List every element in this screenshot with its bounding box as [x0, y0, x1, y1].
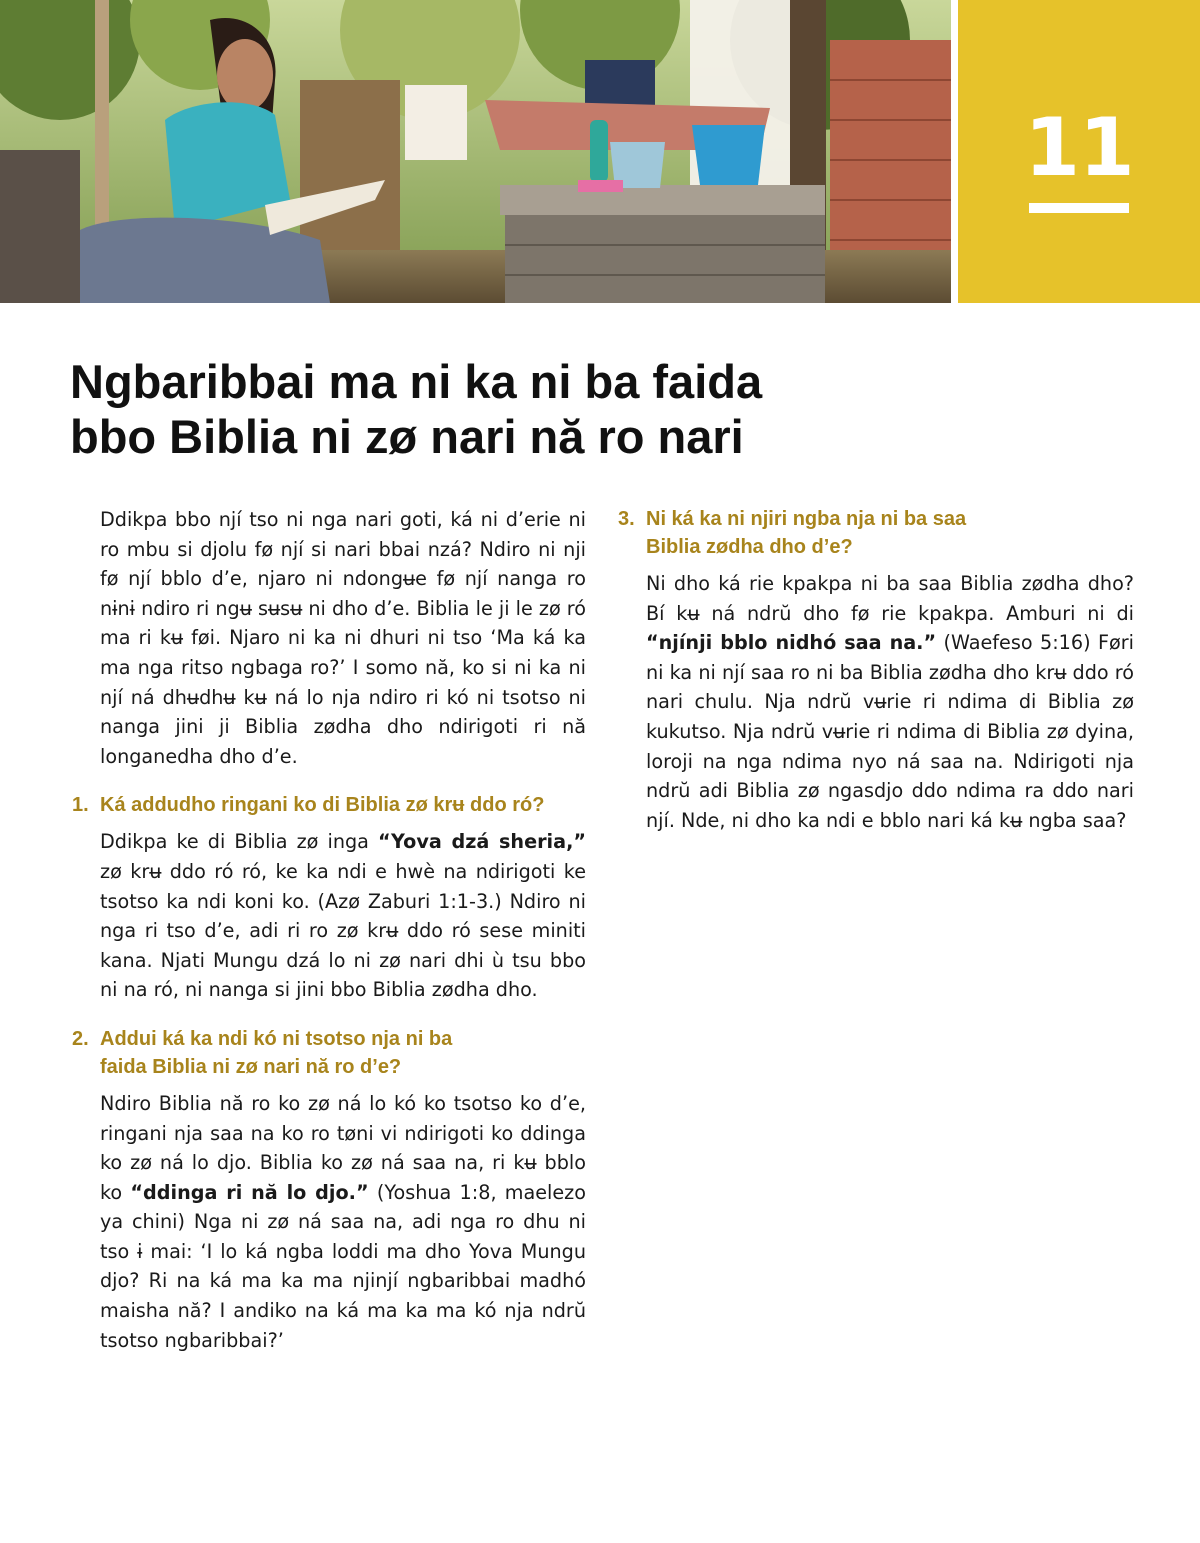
- answer-3-text-b: (Waefeso 5:16) Føri ni ka ni njí saa ro ni ba Biblia zødha dho krʉ ddo ró nari chulu. Nja ndrŭ vʉrie ri ndima di Biblia zø kukutso. Nja ndrŭ vʉrie ri ndima di Biblia zø dyina, loroji na nga ndima nyo ná saa na. Ndirigoti nja ndrŭ adi Biblia zø ngasdjo ddo ndima ra ddo nari njí. Nde, ni dho ka ndi e bblo nari ká kʉ ngba saa?: [646, 631, 1134, 832]
- answer-3-quote: “njínji bblo nidhó saa na.”: [646, 631, 937, 655]
- left-column: [72, 505, 586, 1355]
- question-3-number: 3.: [618, 508, 635, 530]
- question-1: [72, 791, 586, 819]
- question-3-line-2: Biblia zødha dho d’e?: [646, 536, 853, 558]
- question-2-line-2: faida Biblia ni zø nari nă ro d’e?: [100, 1055, 402, 1078]
- answer-1-text-b: zø krʉ ddo ró ró, ke ka ndi e hwè na ndirigoti ke tsotso ka ndi koni ko. (Azø Zaburi 1:1-3.) Ndiro ni nga ri tso d’e, adi ri ro zø krʉ ddo ró sese miniti kana. Njati Mungu dzá lo ni zø nari dhi ù tsu bbo ni na ró, ni nanga si jini bbo Biblia zødha dho.: [100, 859, 586, 1002]
- page-title-line-2: bbo Biblia ni zø nari nă ro nari: [70, 410, 744, 463]
- answer-2-text-b: (Yoshua 1:8, maelezo ya chini) Nga ni zø ná saa na, adi nga ro dhu ni tso ɨ mai: ‘I lo ká ngba loddi ma dho Yova Mungu djo? Ri na ká ma ka ma njinjí ngbaribbai madhó maisha nă? I andiko na ká ma ka ma kó nja ndrŭ tsotso ngbaribbai?’: [100, 1180, 586, 1352]
- lesson-number-box: [958, 0, 1200, 303]
- woman-reading-bible-illustration: [0, 0, 951, 303]
- question-2-number: 2.: [72, 1027, 89, 1050]
- question-1-number: 1.: [72, 794, 89, 817]
- answer-2-paragraph: [100, 1089, 586, 1355]
- page-title: [70, 354, 970, 464]
- answer-1-quote: “Yova dzá sheria,”: [378, 830, 586, 854]
- answer-3-paragraph: [646, 569, 1134, 835]
- question-3: [618, 505, 1134, 561]
- answer-2-text-a: Ndiro Biblia nă ro ko zø ná lo kó ko tsotso ko d’e, ringani nja saa na ko ro tøni vi ndirigoti ko ddinga ko zø ná lo djo. Biblia ko zø ná saa na, ri kʉ bblo ko: [100, 1091, 586, 1204]
- question-1-line-1: Ká addudho ringani ko di Biblia zø krʉ ddo ró?: [100, 794, 545, 817]
- right-column: [618, 505, 1134, 835]
- page-title-line-1: Ngbaribbai ma ni ka ni ba faida: [70, 355, 763, 408]
- answer-2-quote: “ddinga ri nă lo djo.”: [130, 1180, 369, 1204]
- answer-3-text-a: Ni dho ká rie kpakpa ni ba saa Biblia zødha dho? Bí kʉ ná ndrŭ dho fø rie kpakpa. Amburi ni di: [646, 572, 1134, 625]
- answer-1-paragraph: [100, 827, 586, 1005]
- question-2: [72, 1025, 586, 1081]
- question-2-line-1: Addui ká ka ndi kó ni tsotso nja ni ba: [100, 1027, 453, 1050]
- answer-1-text-a: Ddikpa ke di Biblia zø inga: [100, 830, 379, 854]
- lesson-number-underline: [1029, 203, 1129, 213]
- hero-photo: [0, 0, 951, 303]
- lesson-number: 11: [1024, 101, 1134, 194]
- question-3-line-1: Ni ká ka ni njiri ngba nja ni ba saa: [646, 508, 967, 530]
- intro-paragraph: Ddikpa bbo njí tso ni nga nari goti, ká ni d’erie ni ro mbu si djolu fø njí si nari bbai nzá? Ndiro ni nji fø njí bblo d’e, njaro ni ndongʉe fø njí nanga ro nɨnɨ ndiro ri ngʉ sʉsʉ ni dho d’e. Biblia le ji le zø ró ma ri kʉ føi. Njaro ni ka ni dhuri ni tso ‘Ma ká ka ma nga ritso ngbaga ro?’ I somo nă, ko si ni ka ni njí ná dhʉdhʉ kʉ ná lo nja ndiro ri kó ni tsotso ni nanga jini ji Biblia zødha dho ndirigoti ri nă longanedha dho d’e.: [100, 508, 586, 768]
